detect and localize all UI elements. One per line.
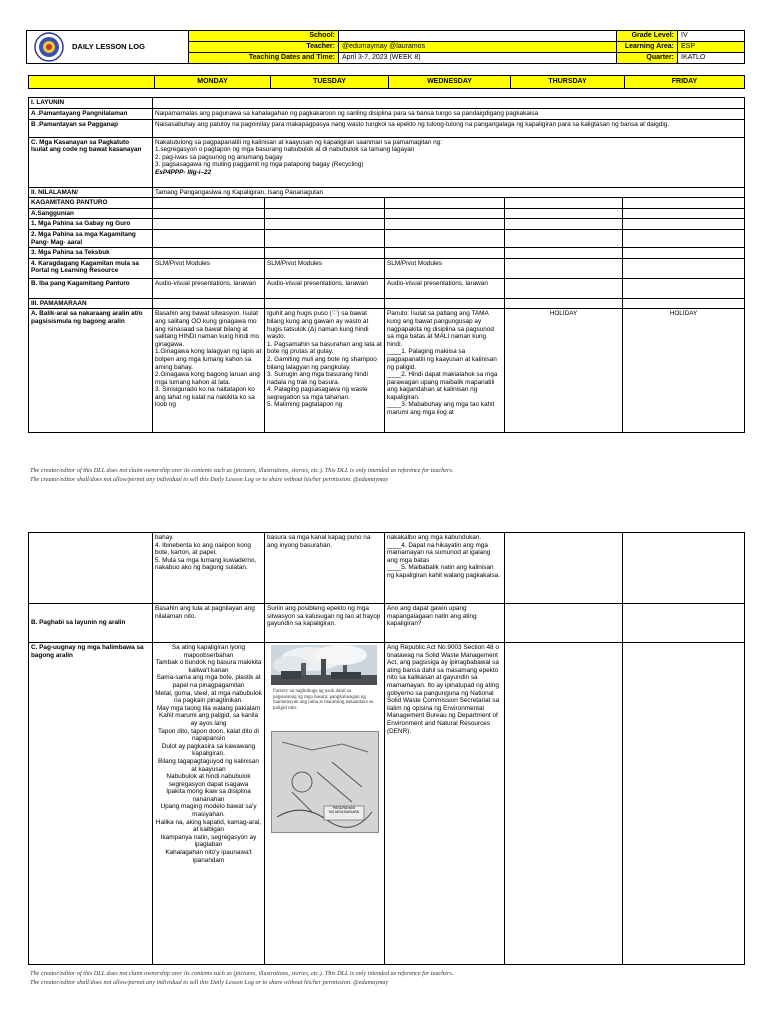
kasanayan-text: Nakatutulong sa pagpapanatili ng kalinisan at kaayusan ng kapaligiran saanman sa pamamagitan ng: 1.segregasyon o pagtapon ng mga basurang nabubulok at di nabubulok sa tamang lagayan 2. pag-iwas sa pagsunog ng anumang bagay 3. pagsasagawa ng muling paggamit ng mga patapong bagay (Recycling) [155,138,443,169]
teaching-dates-value: April 3-7, 2023 (WEEK 8) [339,53,617,64]
school-value [339,31,617,42]
disclaimer-line2-page2: The creator/editor shall/does not allow/permit any individual to sell this Daily Lesson Log or to share without his/her permission. @edumaymay [30,979,389,986]
holiday-friday: HOLIDAY [623,309,745,433]
kagamitang-panturo-label: KAGAMITANG PANTURO [29,198,153,209]
grade-level-value: IV [678,31,745,42]
quarter-value: IKATLO [678,53,745,64]
learning-area-value: ESP [678,42,745,53]
pamamaraan-label: III. PAMAMARAAN [29,298,153,309]
pag-uugnay-label: C. Pag-uugnay ng mga halimbawa sa bagong aralin [29,643,153,965]
header-table [26,30,745,64]
kasanayan-label: C. Mga Kasanayan sa Pagkatuto Isulat ang code ng bawat kasanayan [29,137,153,187]
slm-wednesday: SLM/Pivot Modules [385,258,505,278]
day-thursday: THURSDAY [511,76,625,89]
kagamitang-pang-mag-aaral-label: 2. Mga Pahina sa mga Kagamitang Pang- Mag- aaral [29,229,153,247]
pamantayang-pangnilalaman-label: A .Pamantayang Pangnilalaman [29,108,153,119]
kasanayan-code: EsP4PPP- IIIg-i–22 [155,168,212,176]
balik-aral-tuesday-cont: basura sa mga kanal kapag puno na ang inyong basurahan. [265,533,385,604]
balik-aral-wednesday: Panuto: Isulat sa patlang ang TAMA kung ang bawat pangungusap ay nagpapakita ng disiplina sa pagsunod sa mga batas at MALI naman kung hindi. ____1. Palaging makiisa sa pagpapanatili ng kaayusan at kalinisan ng paligid. ____2. Hindi dapat makialahok sa mga parawagan upang maibalik mapanatili ang kagandahan at kalinisan ng kapaligiran. ____3. Mababuhay ang mga tao kahit marumi ang mga ilog at [385,309,505,433]
section-layunin: I. LAYUNIN [29,98,153,109]
iba-pang-kagamitan-label: B. Iba pang Kagamitang Panturo [29,278,153,298]
lesson-table-page2 [28,532,745,965]
days-row [28,75,745,89]
disclaimer-line1-page2: The creator/editor of this DLL does not claim ownership over its contents such as (pictures, illustrations, stories, etc.). This DLL is only intended as reference for teachers. [30,970,454,977]
av-monday: Audio-visual presentations, larawan [153,278,265,298]
teacher-label: Teacher: [189,42,339,53]
day-friday: FRIDAY [625,76,745,89]
slm-tuesday: SLM/Pivot Modules [265,258,385,278]
disclaimer-line1: The creator/editor of this DLL does not claim ownership over its contents such as (pictures, illustrations, stories, etc.). This DLL is only intended as reference for teachers. [30,467,454,474]
factory-smoke-image [271,645,377,685]
poem-monday: Sa ating kapaligiran iyong mapoobserbahan Tambak o bundok ng basura makikita kaliwa't kanan Sama-sama ang mga bote, plastik at papel na pinagpagamitan Metal, goma, steel, at mga nabubulok na pagkain pinagtinikan. May mga taong tila walang pakialam Kahit marumi ang paligid, sa kanila ay ayos lang Tapon dito, tapon doon, kalat dito di napapansin Dulot ay pagkasira sa kawawang kapaligiran. Bilang tagapagtaguyod ng kalinisan at kaayusan Nabubulok at hindi nabubulok segregasyon dapat isagawa Ipakita mong ikaw sa disiplina nananahan Upang maging modelo bawat sa'y masiyahan. Halika na, aking kapatid, kamag-aral, at kaibigan Ikampanya natin, segregasyon ay ipaglaban Kahalagahan nito'y ipaunawa't ipanandam [153,643,265,965]
teaching-dates-label: Teaching Dates and Time: [189,53,339,64]
teksbuk-label: 3. Mga Pahina sa Teksbuk [29,248,153,259]
school-label: School: [189,31,339,42]
balik-aral-monday: Basahin ang bawat sitwasyon. Isulat ang salitang OO kung ginagawa mo ang isinasaad sa bawat bilang at salitang HINDI naman kung hindi mo ginagawa. 1.Ginagawa kong lalagyan ng lapis at bolpen ang mga lumang kahon sa aming bahay. 2.Ginagawa kong bagong laruan ang mga lumang kahon at lata. 3. Sinisigurado ko na naitatapon ko ang lahat ng kalat na nakikita ko sa loob ng [153,309,265,433]
sanggunian-label: A.Sanggunian [29,208,153,219]
sign-text: PASURAHAN NG MGA BASURA [328,806,360,815]
factory-caption: Factory na nagbubuga ng usok dahil sa pagsusunog ng mga basura; pangkalusugan ng mamamayan ang tama at maraming nakaantaso sa paligid nito. [273,689,374,711]
disclaimer-line2: The creator/editor shall/does not allow/permit any individual to sell this Daily Lesson Log or to share without his/her permission. @edumaymay [30,476,389,483]
paghabi-wednesday: Ano ang dapat gawin upang mapangalagaan natin ang ating kapaligiran? [385,604,505,643]
paghabi-tuesday: Suriin ang posibleng epekto ng mga sitwasyon sa kalusugan ng tao at hayop gayundin sa kapaligiran. [265,604,385,643]
paghabi-label: B. Paghabi sa layunin ng aralin [29,604,153,643]
balik-aral-label: A. Balik-aral sa nakaraang aralin at/o pagsisismula ng bagong aralin [29,309,153,433]
lesson-table-page1 [28,97,745,433]
pamantayan-sa-pagganap-text: Naisasabuhay ang patuloy na pagninilay para makapagpasya nang wasto tungkol sa epekto ng tulong-tulong na pangangalaga ng kapaligiran para sa kaligtasan ng bansa at daigdig. [153,119,745,137]
balik-aral-tuesday: Iguhit ang hugis puso (♡) sa bawat bilang kung ang gawain ay wasto at hugis tatsulok (Δ) naman kung hindi wasto. 1. Pagsamahin sa basurahan ang lata at bote ng prutas at gulay. 2. Gamiting muli ang bote ng shampoo bilang lalagyan ng pangkulay. 3. Sunugin ang mga basurang hindi nadala ng trak ng basura. 4. Palaging pagsasagawa ng waste segregation sa mga tahanan. 5. Maliming pagtatapon ng [265,309,385,433]
teacher-value: @edumaymay @lauramos [339,42,617,53]
karagdagang-kagamitan-label: 4. Karagdagang Kagamitan mula sa Portal ng Learning Resource [29,258,153,278]
pamantayan-sa-pagganap-label: B .Pamantayan sa Pagganap [29,119,153,137]
images-tuesday [265,643,385,965]
gabay-ng-guro-label: 1. Mga Pahina sa Gabay ng Guro [29,219,153,230]
balik-aral-wednesday-cont: nakakalbo ang mga kabundukan. ____4. Dapat na hikayatin ang mga mamamayan na sumunod at igalang ang mga batas ____5. Maibabalik natin ang kalinisan ng kapaligiran kahit walang pagkakaisa. [385,533,505,604]
av-wednesday: Audio-visual presentations, larawan [385,278,505,298]
pamantayang-pangnilalaman-text: Naipamamalas ang pagunawa sa kahalagahan ng pagkakaroon ng sariling disiplina para sa bansa tungo sa pandaigdigang pagkakaisa [153,108,745,119]
document-title: DAILY LESSON LOG [72,42,145,51]
grade-level-label: Grade Level: [617,31,678,42]
garbage-sign-drawing [271,731,379,833]
slm-monday: SLM/Pivot Modules [153,258,265,278]
nilalaman-text: Tamang Pangangasiwa ng Kapaligiran, Isang Pananagutan [153,187,745,198]
nilalaman-label: II. NILALAMAN/ [29,187,153,198]
quarter-label: Quarter: [617,53,678,64]
learning-area-label: Learning Area: [617,42,678,53]
day-monday: MONDAY [155,76,271,89]
day-wednesday: WEDNESDAY [389,76,511,89]
republic-act-wednesday: Ang Republic Act No.9003 Section 48 o tinatawag na Solid Waste Management Act, ang pagsisiga ay ipinagbabawal sa ating bansa dahil sa masamang epekto nito sa kalikasan at gayundin sa mamamayan. Ito ay ipinatupad ng ating gobyerno sa pangunguna ng National Solid Waste Commission Secretariat sa ilalim ng opisina ng Environmental Management Bureau ng Department of Environment and Natural Resources (DENR). [385,643,505,965]
paghabi-monday: Basahin ang tula at pagnilayan ang nilalaman nito. [153,604,265,643]
day-tuesday: TUESDAY [271,76,389,89]
av-tuesday: Audio-visual presentations, larawan [265,278,385,298]
holiday-thursday: HOLIDAY [505,309,623,433]
balik-aral-monday-cont: bahay. 4. Ibinebenta ko ang naiipon kong bote, karton, at papel. 5. Mula sa mga lumang kuwaderno, nakabuo ako ng bagong sulatan. [153,533,265,604]
